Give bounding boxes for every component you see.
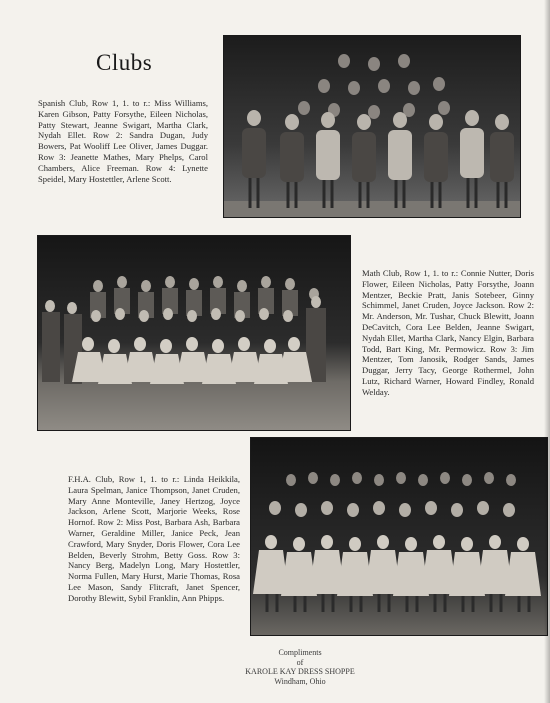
credit-line-compliments: Compliments xyxy=(278,648,322,657)
spanish-club-caption: Spanish Club, Row 1, 1. to r.: Miss Williams, Karen Gibson, Patty Forsythe, Eileen Nicholas, Patty Stewart, Jeanne Swigart, Martha Clark, Nydah Ellet. Row 2: Sandra Dugan, Judy Bowers, Pat Wooliff Lee Oliver, James Duggar. Row 3: Jeanette Mathes, Mary Phelps, Carol Chambers, Alice Freeman. Row 4: Lynette Speidel, Mary Hostettler, Arlene Scott. xyxy=(38,98,208,184)
advertiser-credit xyxy=(240,648,360,686)
page-edge-shadow xyxy=(544,0,550,703)
page-title: Clubs xyxy=(96,50,153,75)
credit-line-shop-name: KAROLE KAY DRESS SHOPPE xyxy=(245,667,355,676)
math-club-photo xyxy=(38,236,350,430)
credit-line-location: Windham, Ohio xyxy=(274,676,326,686)
math-club-caption: Math Club, Row 1, 1. to r.: Connie Nutter, Doris Flower, Eileen Nicholas, Patty Forsythe, Joann Mentzer, Beckie Pratt, Janis Sotebeer, Ginny Schimmel, Janet Cruden, Joyce Jackson. Row 2: Mr. Anderson, Mr. Tushar, Chuck Blewitt, Joann DeCavitch, Cora Lee Belden, Jeanne Swigart, Nydah Ellet, Martha Clark, Nancy Elgin, Barbara Todd, Bart King, Mr. Permowicz. Row 3: Jim Mentzer, Tom Janosik, Rodger Sands, James Duggar, Jerry Tacy, George Rothermel, John Lutz, Richard Warner, Howard Findley, Ronald Welday. xyxy=(362,268,534,397)
fha-club-caption: F.H.A. Club, Row 1, 1. to r.: Linda Heikkila, Laura Spelman, Janice Thompson, Janet Cruden, Mary Anne Monteville, Janey Hertzog, Joyce Jackson, Arlene Scott, Marjorie Weeks, Rose Hornof. Row 2: Miss Post, Barbara Ash, Barbara Warner, Geraldine Miller, Janice Peck, Jean Crawford, Mary Snyder, Doris Flower, Cora Lee Belden, Beverly Strohm, Betty Goss. Row 3: Nancy Berg, Madelyn Long, Mary Hostettler, Norma Fullen, Mary Hurst, Marie Thomas, Rosa Lee Mason, Sandy Flitcraft, Janet Spencer, Dorothy Blewitt, Sybil Franklin, Ann Phipps. xyxy=(68,474,240,603)
spanish-club-photo xyxy=(224,36,520,217)
credit-line-of: of xyxy=(296,657,304,667)
fha-club-photo xyxy=(251,438,547,635)
